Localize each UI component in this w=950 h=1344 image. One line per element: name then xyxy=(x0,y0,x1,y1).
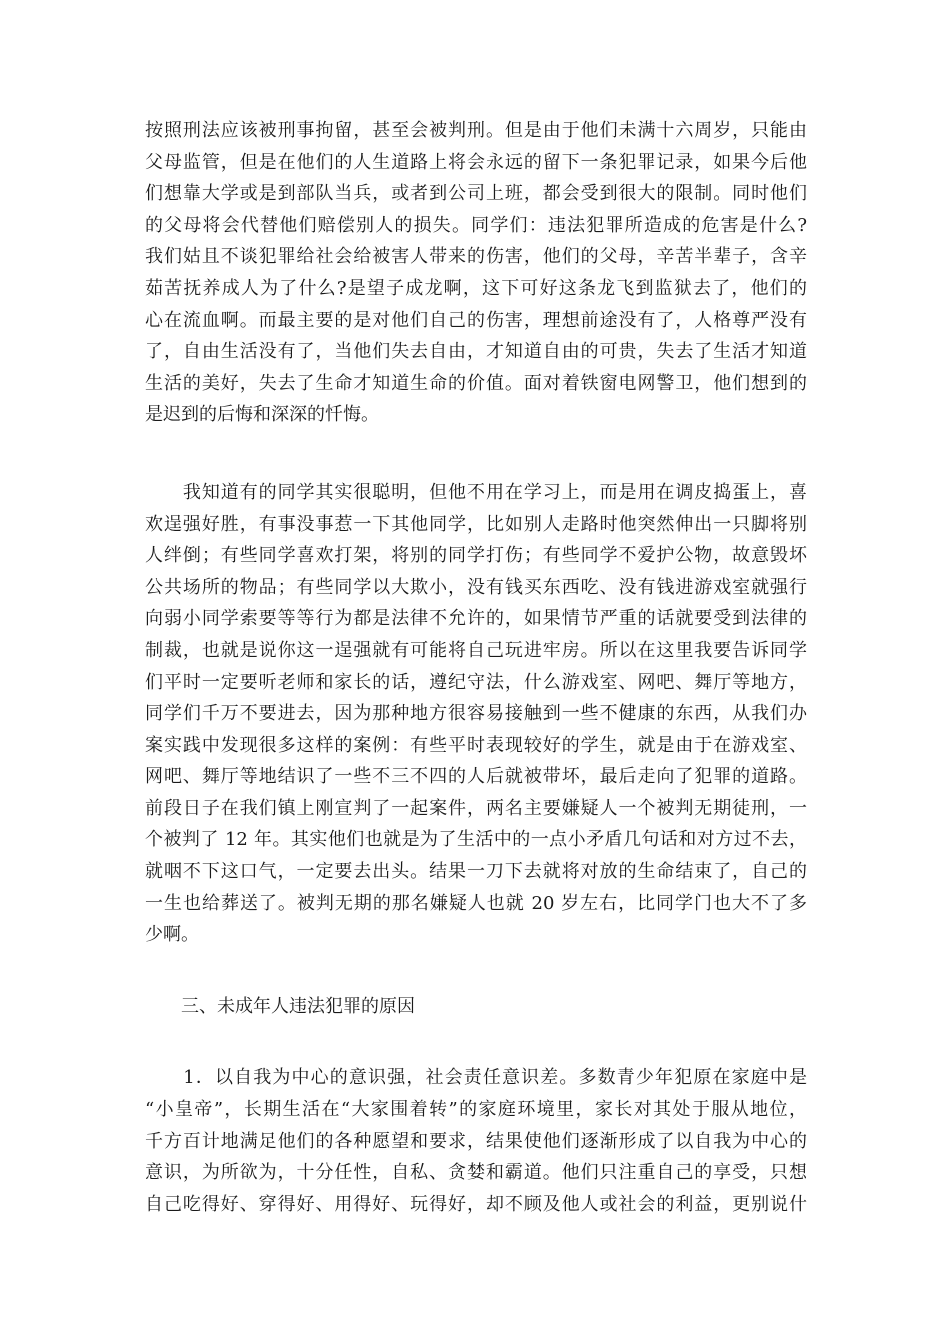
paragraph-causes-1 xyxy=(145,1062,807,1220)
text-line: 欢逞强好胜，有事没事惹一下其他同学，比如别人走路时他突然伸出一只脚将别 xyxy=(145,513,807,535)
text-line: 们平时一定要听老师和家长的话，遵纪守法，什么游戏室、网吧、舞厅等地方， xyxy=(145,671,807,693)
text-line: 意识，为所欲为，十分任性，自私、贪婪和霸道。他们只注重自己的享受，只想 xyxy=(145,1162,807,1184)
text-line: 少啊。 xyxy=(145,924,199,946)
text-line: 人绊倒；有些同学喜欢打架，将别的同学打伤；有些同学不爱护公物，故意毁坏 xyxy=(145,545,807,567)
text-line: 一生也给葬送了。被判无期的那名嫌疑人也就 20 岁左右，比同学门也大不了多 xyxy=(145,892,807,914)
text-line: 的父母将会代替他们赔偿别人的损失。同学们：违法犯罪所造成的危害是什么? xyxy=(145,214,807,236)
text-line: 向弱小同学索要等等行为都是法律不允许的，如果情节严重的话就要受到法律的 xyxy=(145,608,807,630)
text-line: 我们姑且不谈犯罪给社会给被害人带来的伤害，他们的父母，辛苦半辈子，含辛 xyxy=(145,246,807,268)
text-line: 茹苦抚养成人为了什么?是望子成龙啊，这下可好这条龙飞到监狱去了，他们的 xyxy=(145,277,807,299)
paragraph-consequences xyxy=(145,115,807,431)
text-line: 千方百计地满足他们的各种愿望和要求，结果使他们逐渐形成了以自我为中心的 xyxy=(145,1130,807,1152)
text-line: 心在流血啊。而最主要的是对他们自己的伤害，理想前途没有了，人格尊严没有 xyxy=(145,309,807,331)
text-line: 父母监管，但是在他们的人生道路上将会永远的留下一条犯罪记录，如果今后他 xyxy=(145,151,807,173)
text-line: 自己吃得好、穿得好、用得好、玩得好，却不顾及他人或社会的利益，更别说什 xyxy=(145,1193,807,1215)
text-line: 1．以自我为中心的意识强，社会责任意识差。多数青少年犯原在家庭中是 xyxy=(145,1067,807,1089)
text-line: 是迟到的后悔和深深的忏悔。 xyxy=(145,404,379,426)
section-heading: 三、未成年人违法犯罪的原因 xyxy=(145,995,415,1017)
paragraph-spacer xyxy=(145,951,807,991)
text-line: 同学们千万不要进去，因为那种地方很容易接触到一些不健康的东西，从我们办 xyxy=(145,703,807,725)
paragraph-spacer xyxy=(145,1022,807,1062)
text-line: 就咽不下这口气，一定要去出头。结果一刀下去就将对放的生命结束了，自己的 xyxy=(145,861,807,883)
text-line: 制裁，也就是说你这一逞强就有可能将自己玩进牢房。所以在这里我要告诉同学 xyxy=(145,639,807,661)
text-line: “小皇帝”，长期生活在“大家围着转”的家庭环境里，家长对其处于服从地位， xyxy=(145,1099,807,1121)
text-line: 个被判了 12 年。其实他们也就是为了生活中的一点小矛盾几句话和对方过不去， xyxy=(145,829,807,851)
text-line: 们想靠大学或是到部队当兵，或者到公司上班，都会受到很大的限制。同时他们 xyxy=(145,183,807,205)
text-line: 前段日子在我们镇上刚宣判了一起案件，两名主要嫌疑人一个被判无期徒刑，一 xyxy=(145,797,807,819)
paragraph-spacer xyxy=(145,431,807,477)
text-line: 公共场所的物品；有些同学以大欺小，没有钱买东西吃、没有钱进游戏室就强行 xyxy=(145,576,807,598)
text-line: 生活的美好，失去了生命才知道生命的价值。面对着铁窗电网警卫，他们想到的 xyxy=(145,372,807,394)
text-line: 按照刑法应该被刑事拘留，甚至会被判刑。但是由于他们未满十六周岁，只能由 xyxy=(145,120,807,141)
text-line: 我知道有的同学其实很聪明，但他不用在学习上，而是用在调皮捣蛋上，喜 xyxy=(145,481,807,503)
document-body xyxy=(145,115,807,1220)
text-line: 网吧、舞厅等地结识了一些不三不四的人后就被带坏，最后走向了犯罪的道路。 xyxy=(145,766,807,788)
text-line: 案实践中发现很多这样的案例：有些平时表现较好的学生，就是由于在游戏室、 xyxy=(145,734,807,756)
paragraph-warning xyxy=(145,477,807,951)
text-line: 了，自由生活没有了，当他们失去自由，才知道自由的可贵，失去了生活才知道 xyxy=(145,341,807,363)
